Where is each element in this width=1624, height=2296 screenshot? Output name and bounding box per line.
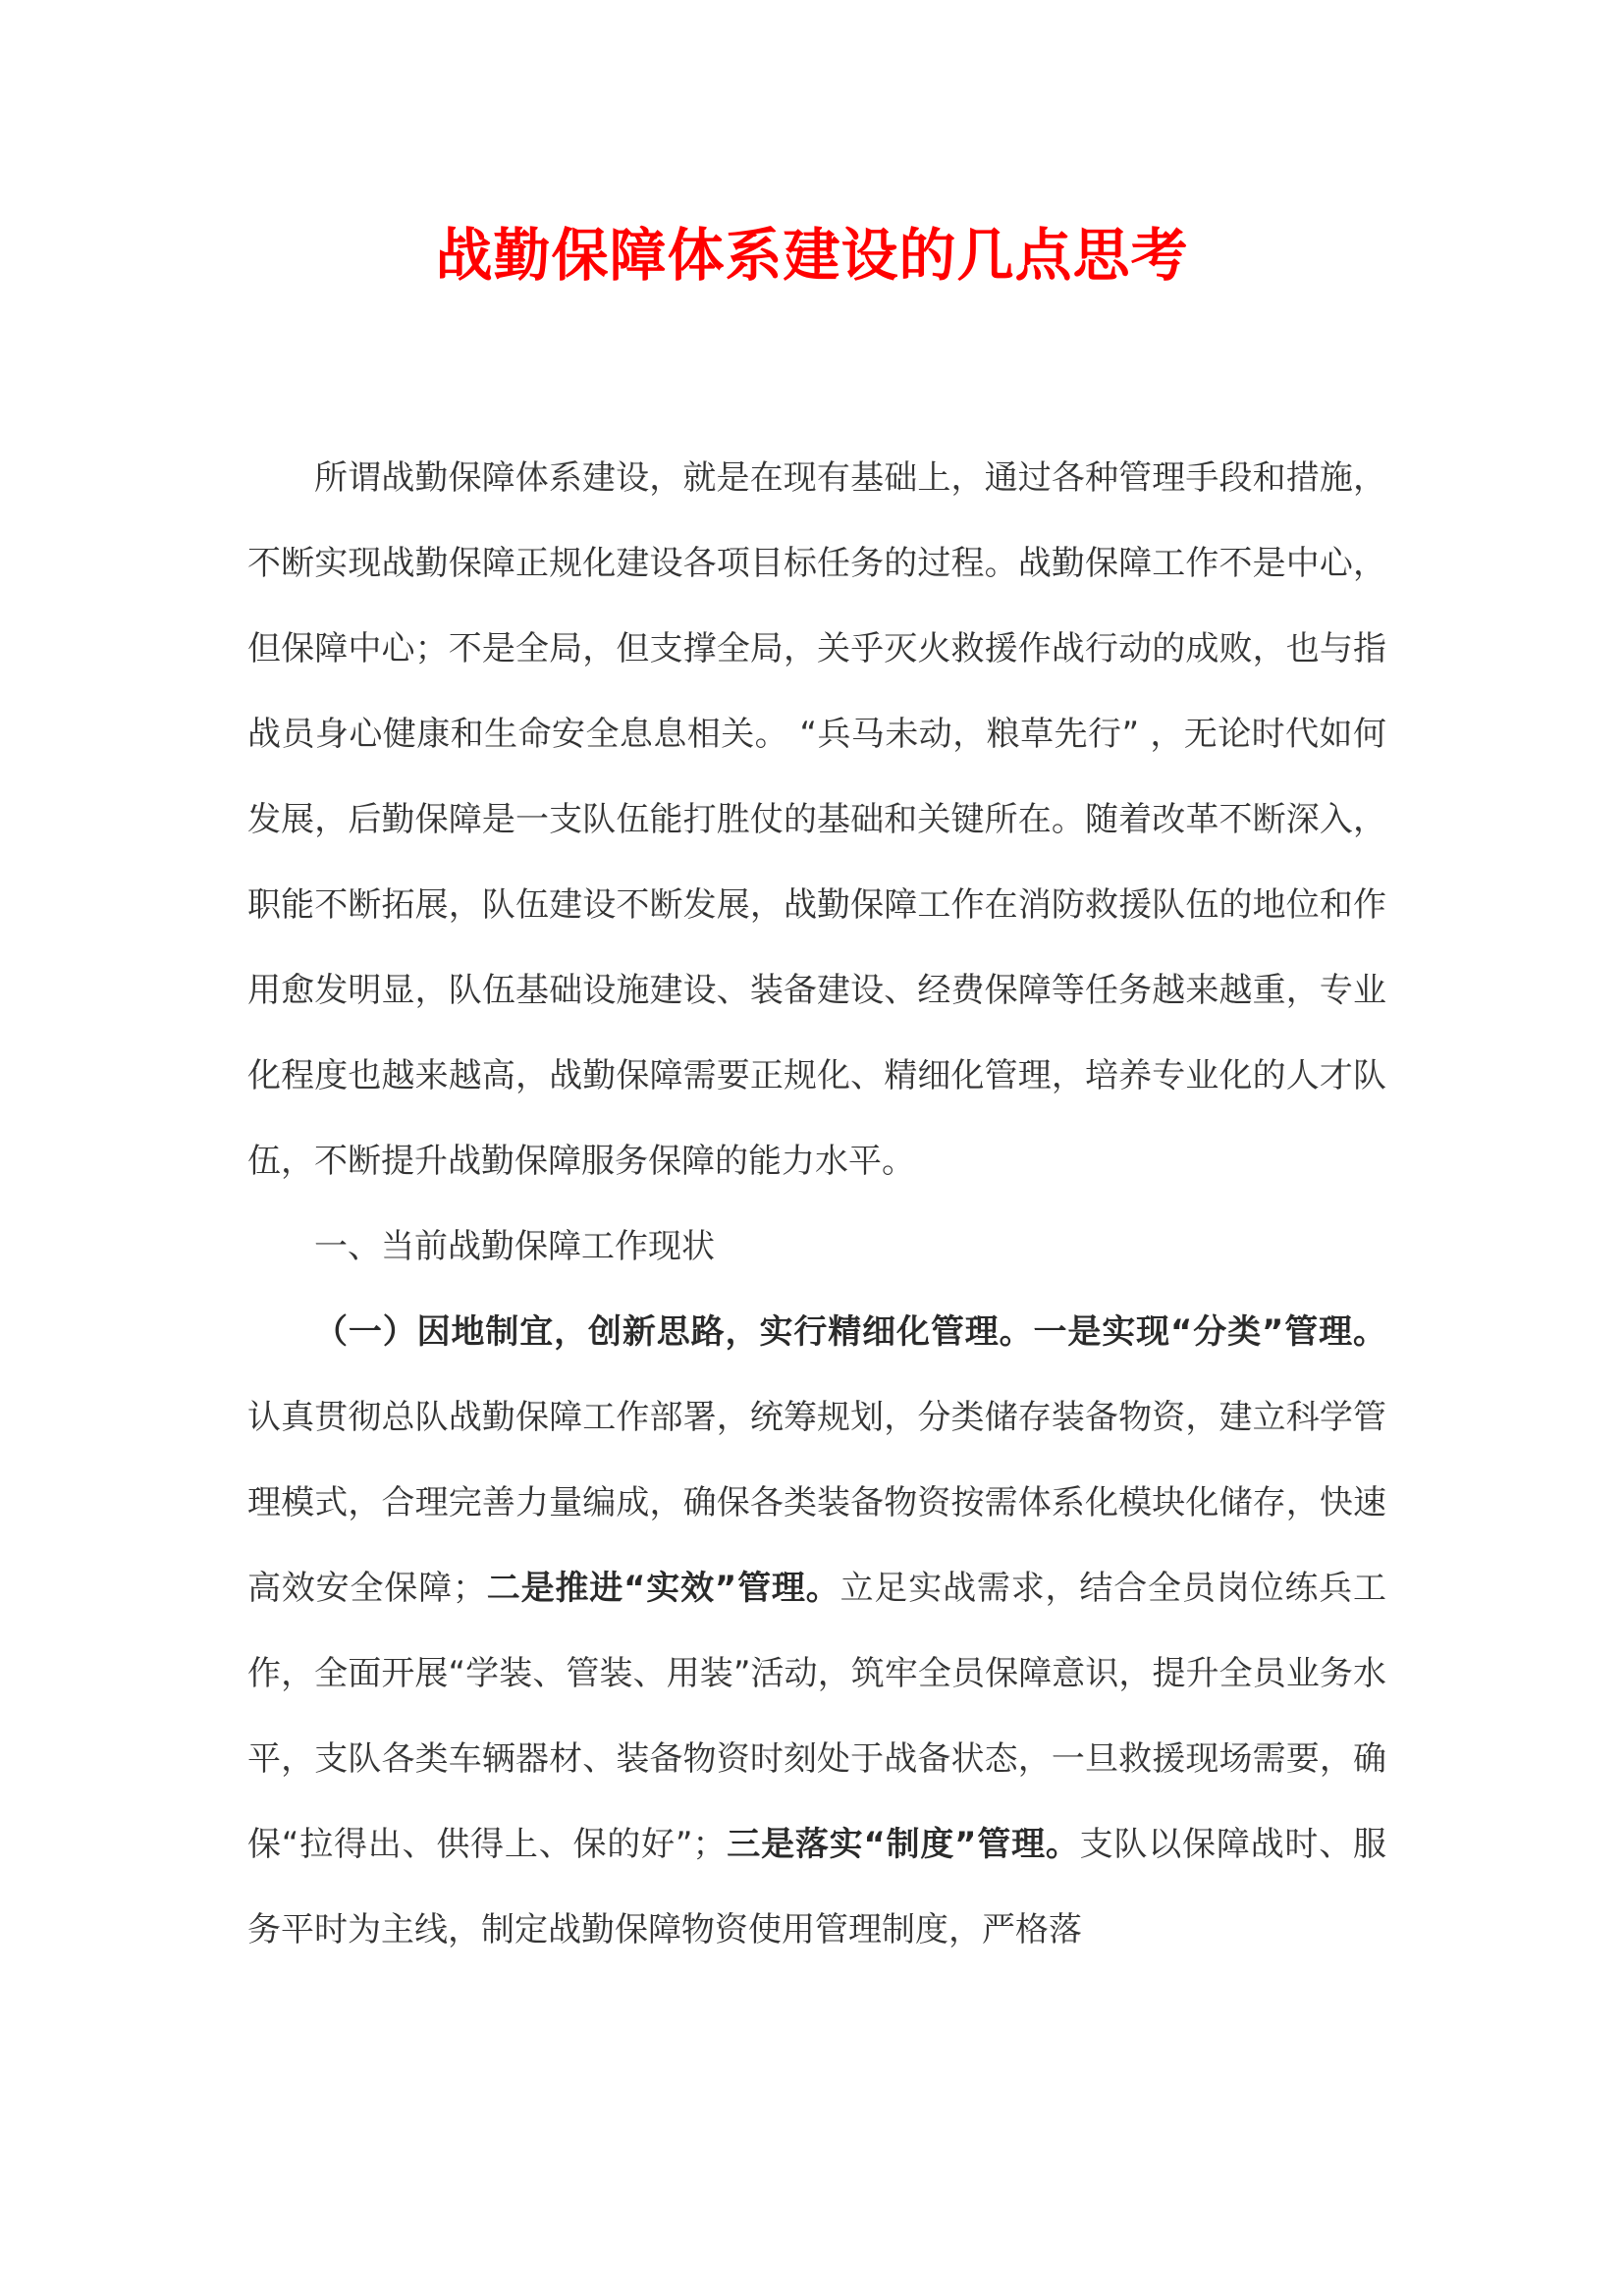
- paragraph-status-1: [247, 1290, 1386, 1973]
- paragraph-text-3: 支队以保障战时、服务平时为主线，制定战勤保障物资使用管理制度，严格落: [247, 1825, 1386, 1949]
- intro-paragraph: 所谓战勤保障体系建设，就是在现有基础上，通过各种管理手段和措施，不断实现战勤保障正规化建设各项目标任务的过程。战勤保障工作不是中心，但保障中心；不是全局，但支撑全局，关乎灭火救援作战行动的成败，也与指战员身心健康和生命安全息息相关。 “兵马未动，粮草先行” ，无论时代如何发展，后勤保障是一支队伍能打胜仗的基础和关键所在。随着改革不断深入，职能不断拓展，队伍建设不断发展，战勤保障工作在消防救援队伍的地位和作用愈发明显，队伍基础设施建设、装备建设、经费保障等任务越来越重，专业化程度也越来越高，战勤保障需要正规化、精细化管理，培养专业化的人才队伍，不断提升战勤保障服务保障的能力水平。: [247, 458, 1386, 1181]
- bold-lead-3: 三是落实“制度”管理。: [726, 1825, 1080, 1864]
- bold-lead-1: （一）因地制宜，创新思路，实行精细化管理。一是实现“分类”管理。: [314, 1312, 1386, 1352]
- section-heading: 一、当前战勤保障工作现状: [314, 1227, 715, 1266]
- paragraph-text-2: 立足实战需求，结合全员岗位练兵工作，全面开展“学装、管装、用装”活动，筑牢全员保障意识，提升全员业务水平，支队各类车辆器材、装备物资时刻处于战备状态，一旦救援现场需要，确保“拉得出、供得上、保的好”；: [247, 1569, 1387, 1864]
- document-body: [247, 436, 1386, 1973]
- paragraph-text-1: 认真贯彻总队战勤保障工作部署，统筹规划，分类储存装备物资，建立科学管理模式，合理完善力量编成，确保各类装备物资按需体系化模块化储存，快速高效安全保障；: [247, 1398, 1386, 1608]
- document-title: 战勤保障体系建设的几点思考: [435, 222, 1189, 289]
- bold-lead-2: 二是推进“实效”管理。: [485, 1569, 840, 1608]
